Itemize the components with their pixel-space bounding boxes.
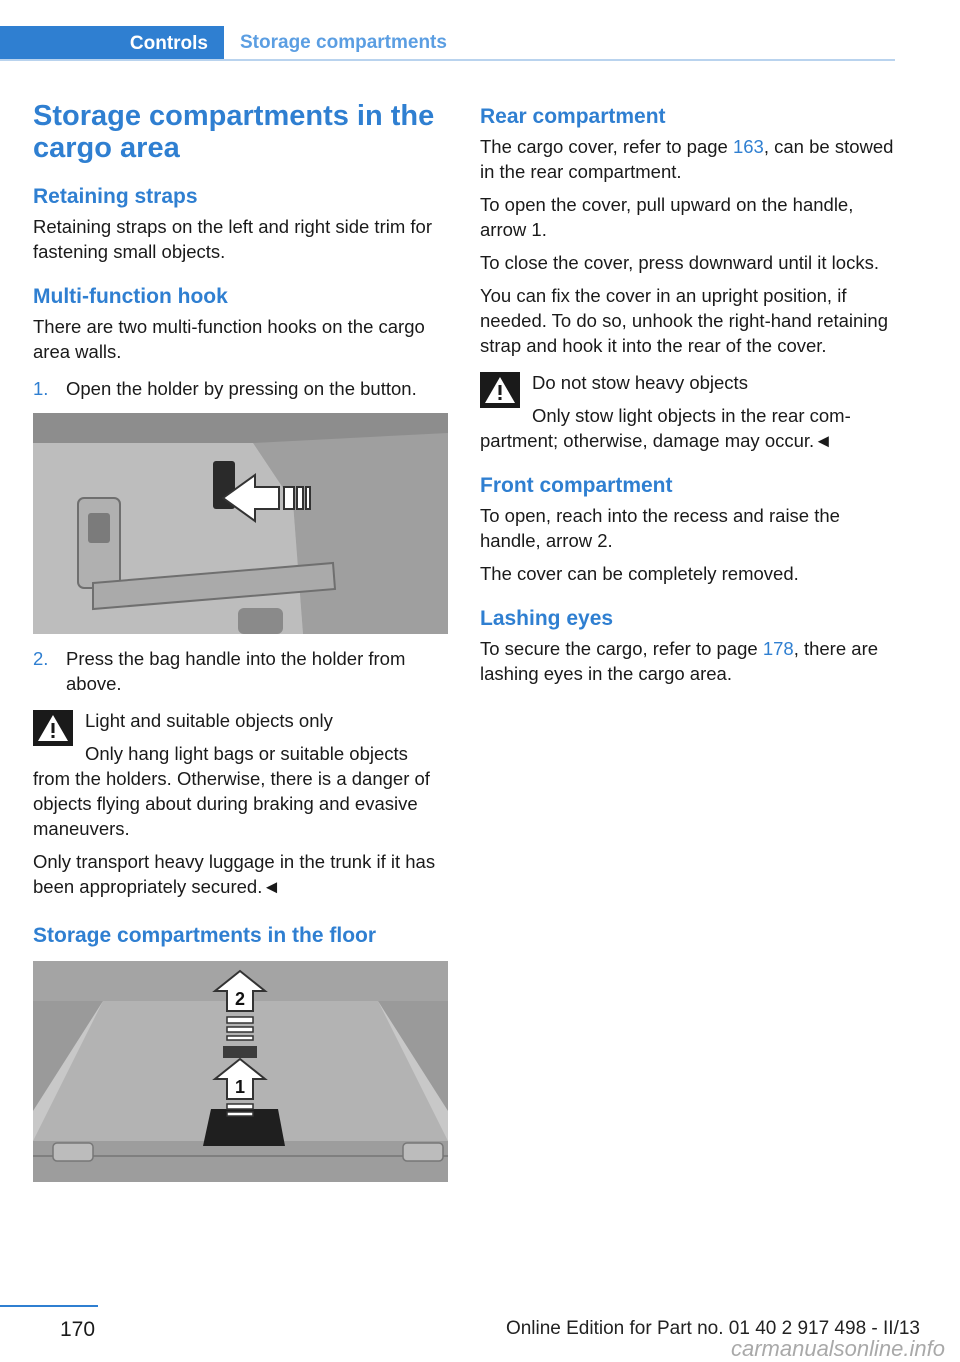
- right-column: [480, 104, 898, 686]
- rear-text-1-pre: The cargo cover, refer to page: [480, 136, 733, 157]
- heading-rear-compartment: Rear compartment: [480, 105, 666, 128]
- lashing-text-pre: To secure the cargo, refer to page: [480, 638, 763, 659]
- warning-light-objects: [33, 708, 448, 841]
- step-number: 2.: [33, 648, 49, 669]
- page-header: [0, 26, 895, 61]
- rear-text-3: To close the cover, press downward until it locks.: [480, 252, 879, 273]
- lashing-text-post: , there are lashing eyes in the cargo area.: [480, 638, 879, 684]
- heading-multi-function-hook: Multi-function hook: [33, 285, 228, 308]
- list-item: [33, 646, 448, 696]
- warning-extra: Only transport heavy luggage in the trunk if it has been appropriately secured.◄: [33, 851, 436, 897]
- tab-controls[interactable]: Controls: [0, 26, 224, 61]
- warning-triangle-icon: [480, 372, 520, 408]
- warning-first-line: Only hang light bags or suitable objects: [85, 743, 408, 764]
- warning-title: Do not stow heavy objects: [532, 372, 748, 393]
- rear-text-4: You can fix the cover in an upright position, if needed. To do so, unhook the right-hand retaining strap and hook it into the rear of the cover.: [480, 285, 888, 356]
- retaining-straps-text: Retaining straps on the left and right side trim for fastening small objects.: [33, 216, 432, 262]
- page-title: Storage compartments in the cargo area: [33, 100, 435, 164]
- front-text-1: To open, reach into the recess and raise the handle, arrow 2.: [480, 505, 840, 551]
- edition-text: Online Edition for Part no. 01 40 2 917 498 - II/13: [505, 1318, 920, 1339]
- heading-storage-floor: Storage compartments in the floor: [33, 924, 377, 947]
- page-number: 170: [60, 1318, 96, 1341]
- left-column: [33, 100, 448, 1182]
- watermark: carmanualsonline.info: [730, 1336, 945, 1361]
- warning-title: Light and suitable objects only: [85, 710, 333, 731]
- warning-first-line: Only stow light objects in the rear com-: [532, 405, 851, 426]
- heading-lashing-eyes: Lashing eyes: [480, 607, 614, 630]
- warning-triangle-icon: [33, 710, 73, 746]
- rear-text-2: To open the cover, pull upward on the handle, arrow 1.: [480, 194, 854, 240]
- rear-text-1-post: , can be stowed in the rear compartment.: [480, 136, 894, 182]
- arrow-2-label: 2: [234, 989, 246, 1009]
- rear-text-1: [480, 134, 898, 184]
- front-text-2: The cover can be completely removed.: [480, 563, 799, 584]
- page-link-178[interactable]: 178: [762, 638, 794, 659]
- heading-retaining-straps: Retaining straps: [33, 185, 198, 208]
- warning-heavy-objects: [480, 370, 898, 453]
- lashing-text: [480, 636, 898, 686]
- warning-body: from the holders. Otherwise, there is a danger of objects flying about during braking and evasive maneuvers.: [33, 768, 430, 839]
- list-item: [33, 376, 448, 401]
- page-link-163[interactable]: 163: [732, 136, 764, 157]
- header-rule: [0, 59, 895, 61]
- step-text: Open the holder by pressing on the button.: [66, 378, 417, 399]
- arrow-1-label: 1: [234, 1077, 246, 1097]
- step-text: Press the bag handle into the holder from above.: [66, 648, 406, 694]
- hook-text: There are two multi-function hooks on the cargo area walls.: [33, 316, 425, 362]
- step-number: 1.: [33, 378, 49, 399]
- heading-front-compartment: Front compartment: [480, 474, 673, 497]
- cargo-wall-hook-photo: [33, 413, 448, 634]
- warning-body: partment; otherwise, damage may occur.◄: [480, 430, 833, 451]
- cargo-floor-photo: [33, 961, 448, 1182]
- footer-rule: [0, 1305, 98, 1307]
- tab-storage-compartments[interactable]: Storage compartments: [240, 32, 447, 53]
